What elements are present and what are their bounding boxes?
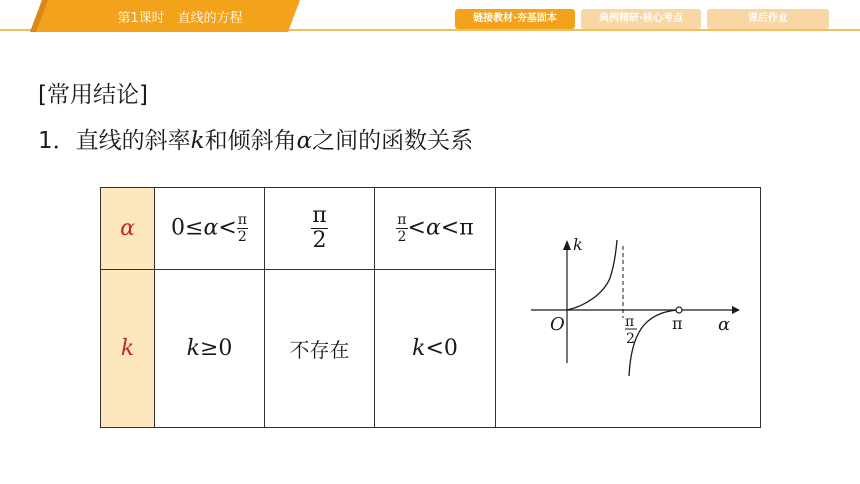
- item-text-post: 之间的函数关系: [312, 128, 474, 154]
- cell-k-negative: [375, 270, 496, 428]
- cell-k-rest: ≥0: [199, 336, 233, 362]
- frac-num: π: [237, 212, 247, 229]
- cell-alpha-range-3: [375, 188, 496, 270]
- nav-core-examples[interactable]: 典例精研·核心考点: [581, 9, 701, 29]
- cell-k-text: 不存在: [289, 338, 350, 363]
- lesson-title: 第1课时 直线的方程: [117, 11, 243, 26]
- cell-alpha: α: [203, 215, 219, 241]
- cell-lt-pi: <π: [440, 215, 474, 241]
- x-axis-arrow: [732, 306, 740, 314]
- cell-alpha-pi-half: [265, 188, 375, 270]
- fraction-pi-2: [237, 213, 248, 244]
- row-head-k: k: [101, 270, 155, 428]
- origin-label: O: [550, 314, 565, 335]
- item-text-pre: 直线的斜率: [75, 128, 191, 154]
- cell-k: k: [412, 336, 426, 362]
- pi-half-den: 2: [626, 331, 635, 347]
- item-number: 1．: [38, 128, 76, 154]
- curve-right-branch: [629, 310, 678, 376]
- frac-den: 2: [237, 229, 247, 246]
- table-row-alpha: [101, 188, 761, 270]
- frac-den: 2: [312, 228, 327, 254]
- graph-cell: [496, 188, 761, 428]
- item-alpha: α: [296, 128, 313, 154]
- pi-half-num: π: [625, 314, 635, 330]
- fraction-pi-2-large: [311, 205, 327, 252]
- cell-k-rest: <0: [425, 336, 458, 362]
- cell-lt: <: [407, 215, 426, 241]
- item-k: k: [190, 128, 205, 154]
- top-bar: [0, 0, 860, 40]
- fraction-pi-2: [396, 213, 407, 244]
- relation-table: [100, 187, 761, 428]
- section-heading: [常用结论]: [38, 82, 148, 108]
- nav-textbook-basics[interactable]: 链接教材·夯基固本: [455, 9, 575, 29]
- frac-num: π: [397, 212, 407, 229]
- cell-alpha: α: [425, 215, 441, 241]
- y-label: k: [573, 235, 583, 254]
- cell-k: k: [186, 336, 200, 362]
- cell-lt: <: [218, 215, 237, 241]
- x-label: α: [718, 314, 731, 335]
- frac-num: π: [312, 203, 327, 229]
- cell-text: 0≤: [171, 215, 204, 241]
- item-text-mid: 和倾斜角: [204, 128, 297, 154]
- item-heading: [38, 122, 473, 155]
- y-axis-arrow: [563, 240, 571, 250]
- cell-alpha-range-1: [155, 188, 265, 270]
- cell-k-nonneg: [155, 270, 265, 428]
- relation-table-wrap: [100, 187, 761, 428]
- cell-k-undefined: [265, 270, 375, 428]
- row-head-alpha: α: [101, 188, 155, 270]
- open-point-pi: [676, 307, 682, 313]
- nav-homework[interactable]: 课后作业: [707, 9, 829, 29]
- pi-label: π: [672, 314, 683, 333]
- tan-graph: [496, 188, 760, 427]
- frac-den: 2: [397, 229, 407, 246]
